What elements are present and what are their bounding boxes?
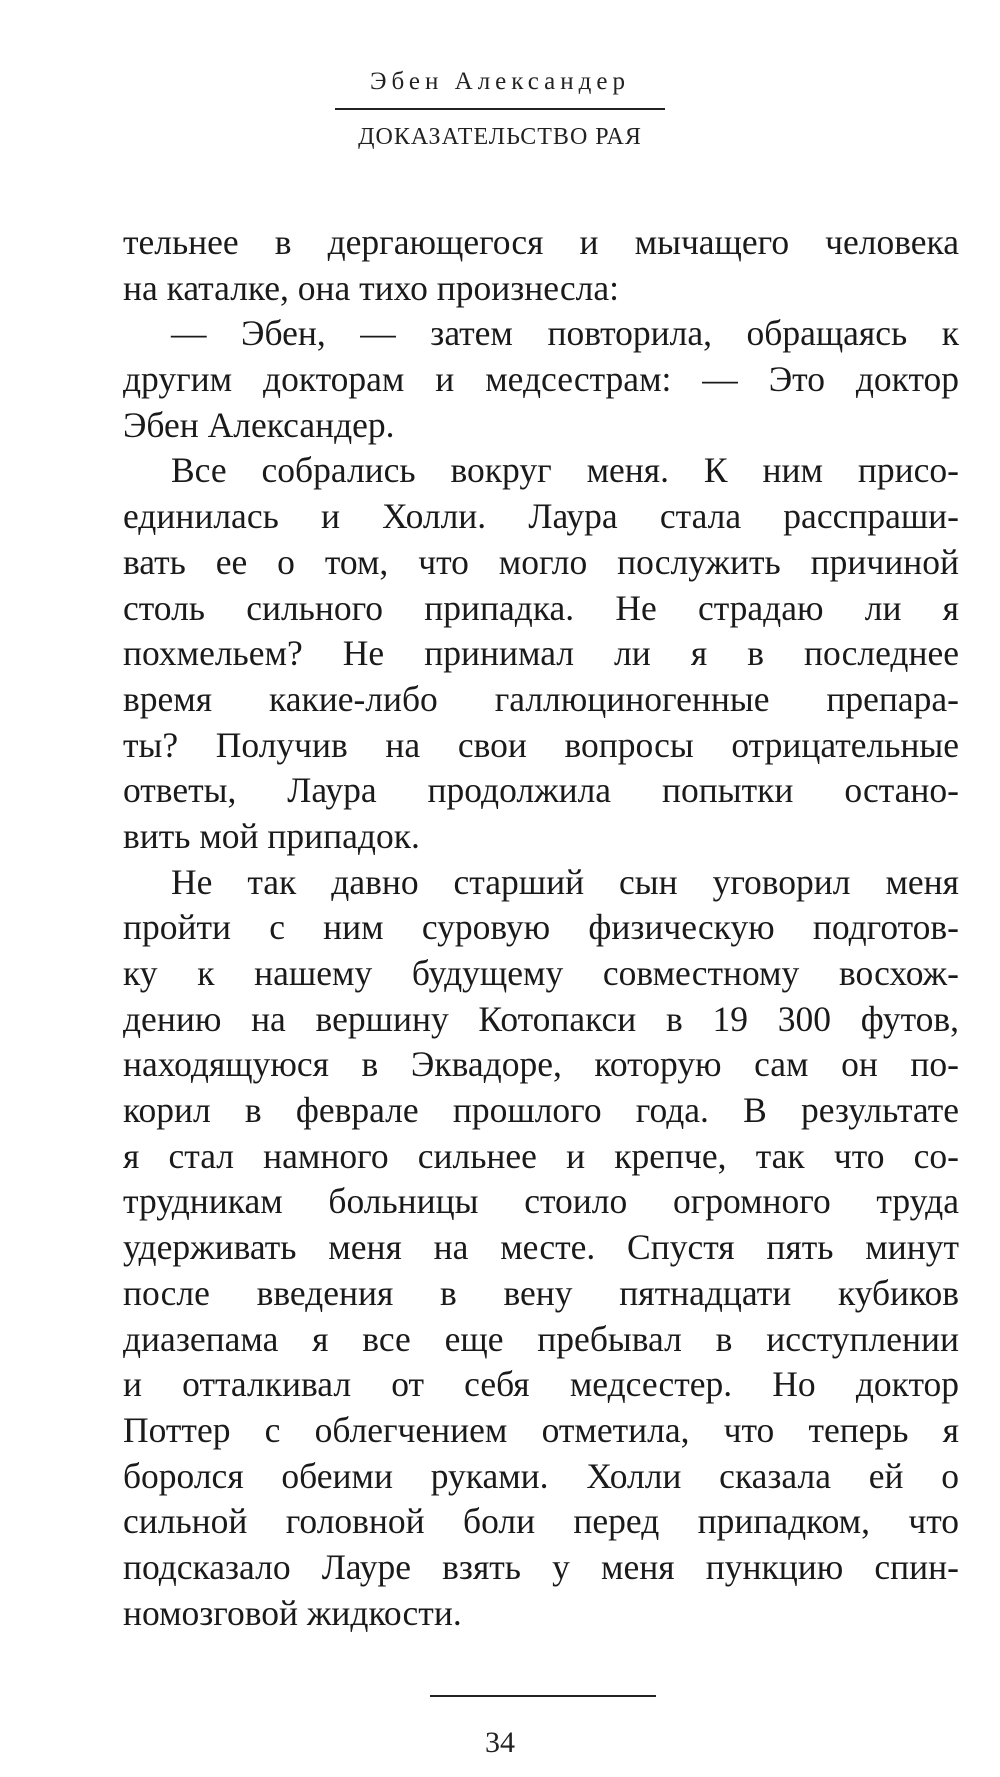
footer-rule bbox=[430, 1695, 656, 1697]
text-line: пройти с ним суровую физическую подготов- bbox=[123, 907, 959, 948]
text-line: Не так давно старший сын уговорил меня bbox=[171, 861, 959, 902]
text-line: я стал намного сильнее и крепче, так что со- bbox=[123, 1135, 959, 1176]
text-line: после введения в вену пятнадцати кубиков bbox=[123, 1272, 959, 1313]
text-line: находящуюся в Эквадоре, которую сам он по- bbox=[123, 1044, 959, 1085]
text-line: похмельем? Не принимал ли я в последнее bbox=[123, 633, 959, 674]
text-line: вить мой припадок. bbox=[123, 815, 420, 856]
body-text bbox=[123, 220, 959, 1636]
text-line: и отталкивал от себя медсестер. Но доктор bbox=[123, 1364, 959, 1405]
running-head bbox=[0, 64, 1000, 154]
text-line: ты? Получив на свои вопросы отрицательные bbox=[123, 724, 959, 765]
text-line: номозговой жидкости. bbox=[123, 1592, 462, 1633]
text-line: тельнее в дергающегося и мычащего человека bbox=[123, 222, 959, 262]
text-line: на каталке, она тихо произнесла: bbox=[123, 267, 619, 308]
text-line: дению на вершину Котопакси в 19 300 футов, bbox=[123, 998, 959, 1039]
text-line: диазепама я все еще пребывал в исступлении bbox=[123, 1318, 959, 1359]
text-line: другим докторам и медсестрам: — Это доктор bbox=[123, 359, 959, 400]
text-line: Поттер с облегчением отметила, что теперь я bbox=[123, 1409, 959, 1450]
text-line: подсказало Лауре взять у меня пункцию спин- bbox=[123, 1546, 959, 1587]
text-line: единилась и Холли. Лаура стала расспраши- bbox=[123, 496, 959, 537]
text-line: боролся обеими руками. Холли сказала ей о bbox=[123, 1455, 959, 1496]
running-head-author: Эбен Александер bbox=[370, 68, 630, 95]
text-line: Эбен Александер. bbox=[123, 404, 395, 445]
text-line: время какие-либо галлюциногенные препара- bbox=[123, 678, 959, 719]
text-line: вать ее о том, что могло послужить причиной bbox=[123, 541, 959, 582]
text-line: Все собрались вокруг меня. К ним присо- bbox=[171, 450, 959, 491]
running-head-title: ДОКАЗАТЕЛЬСТВО РАЯ bbox=[358, 124, 642, 150]
text-line: корил в феврале прошлого года. В результате bbox=[123, 1090, 959, 1131]
text-line: ответы, Лаура продолжила попытки остано- bbox=[123, 770, 959, 811]
running-head-rule bbox=[335, 108, 665, 110]
text-line: удерживать меня на месте. Спустя пять минут bbox=[123, 1227, 959, 1268]
text-line: — Эбен, — затем повторила, обращаясь к bbox=[171, 313, 959, 354]
text-line: сильной головной боли перед припадком, что bbox=[123, 1501, 959, 1542]
text-line: трудникам больницы стоило огромного труда bbox=[123, 1181, 959, 1222]
page-number: 34 bbox=[485, 1726, 515, 1759]
text-line: столь сильного припадка. Не страдаю ли я bbox=[123, 587, 959, 628]
text-line: ку к нашему будущему совместному восхож- bbox=[123, 953, 959, 993]
